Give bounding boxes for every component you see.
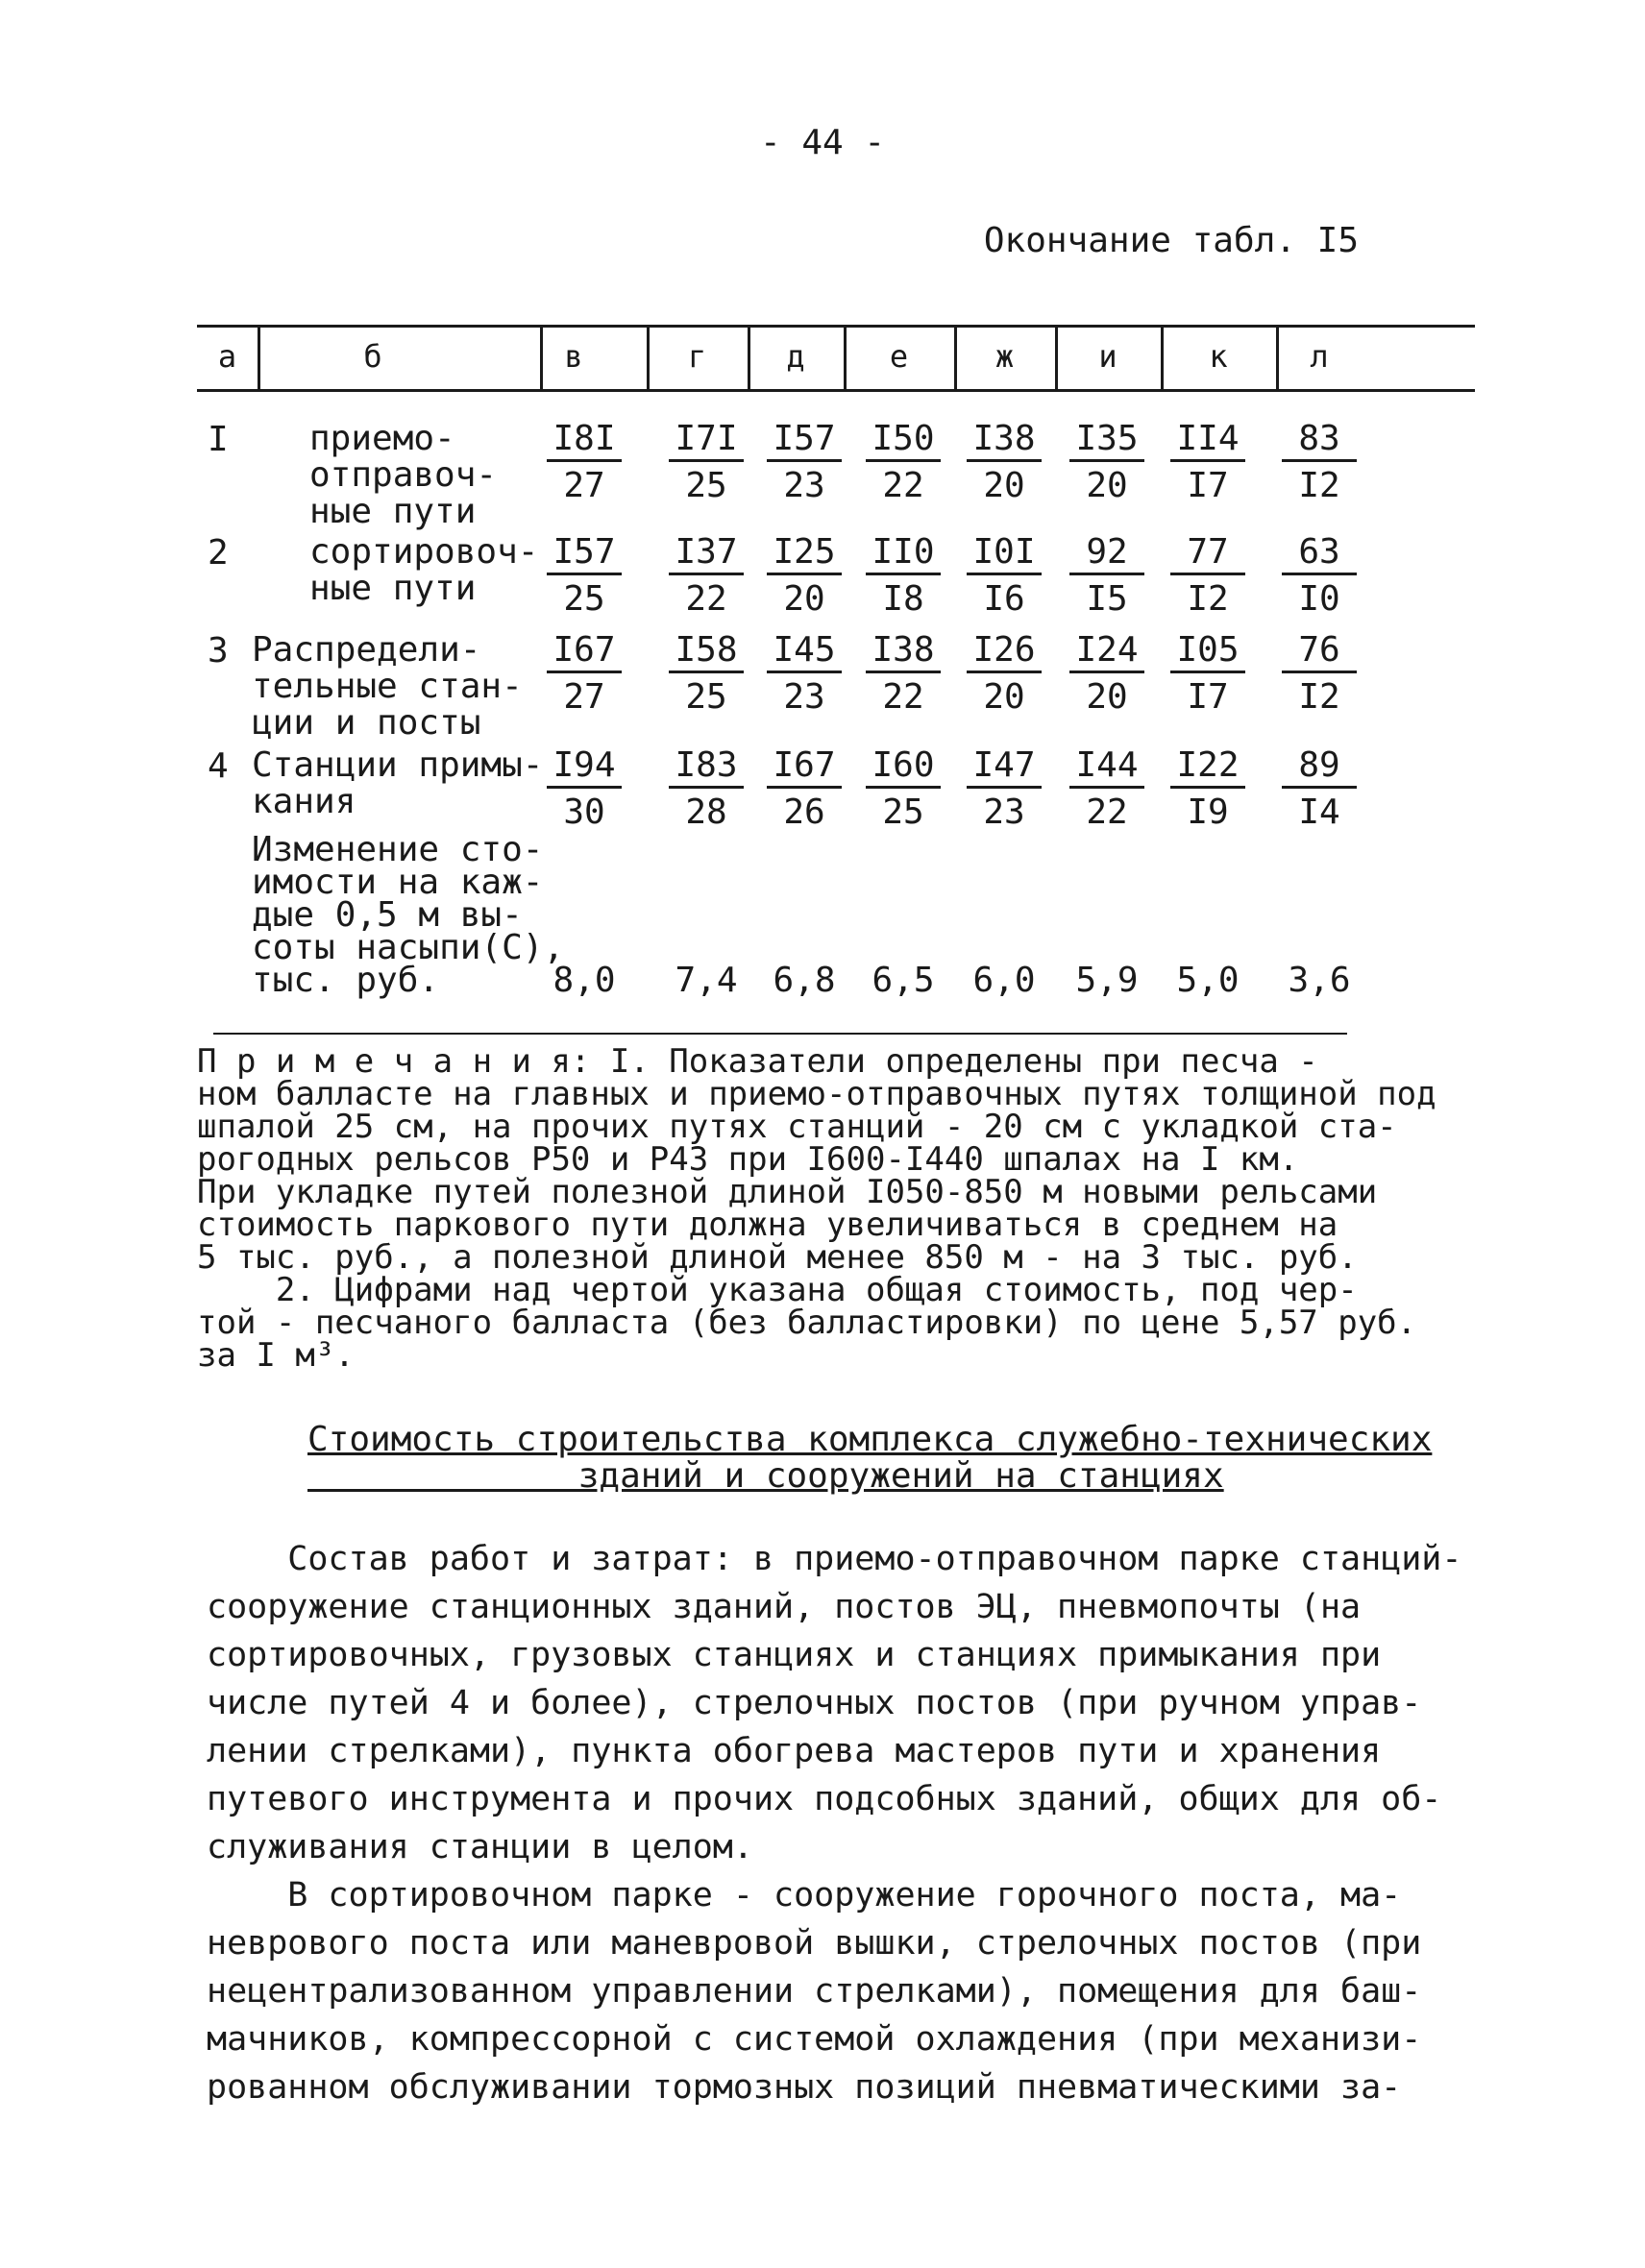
change-value-g: 7,4 (675, 961, 738, 1000)
ballast-cost: I2 (1298, 466, 1340, 505)
total-cost: 83 (1282, 419, 1357, 462)
total-cost: I26 (967, 630, 1042, 673)
total-cost: I7I (669, 419, 744, 462)
total-cost: II0 (866, 532, 941, 575)
total-cost: 89 (1282, 745, 1357, 789)
row-4-value-g (663, 745, 749, 837)
section-body: Состав работ и затрат: в приемо-отправочном парке станций- сооружение станционных зданий, постов ЭЦ, пневмопочты (на сортировочных, грузовых станциях и станциях примыкания при числе путей 4 и более), стрелочных постов (при ручном управ- лении стрелками), пункта обогрева мастеров пути и хранения путевого инструмента и прочих подсобных зданий, общих для об- служивания станции в целом. В сортировочном парке - сооружение горочного поста, ма- неврового поста или маневровой вышки, стрелочных постов (при нецентрализованном управлении стрелками), помещения для баш- мачников, компрессорной с системой охлаждения (при механизи- рованном обслуживании тормозных позиций пневматическими за- (207, 1540, 1462, 2107)
row-3-value-e (860, 630, 946, 721)
header-g: г (687, 338, 707, 375)
ballast-cost: 23 (783, 466, 825, 505)
header-zh: ж (994, 338, 1015, 375)
table-header-rule (197, 389, 1475, 392)
row-1-index: I (208, 420, 229, 459)
row-3-value-v (541, 630, 627, 721)
total-cost: 77 (1170, 532, 1245, 575)
total-cost: I45 (767, 630, 842, 673)
ballast-cost: 20 (783, 579, 825, 619)
row-2-value-d (761, 532, 847, 623)
total-cost: 92 (1069, 532, 1144, 575)
total-cost: I58 (669, 630, 744, 673)
change-value-i: 5,9 (1075, 961, 1139, 1000)
row-1-value-v (541, 419, 627, 510)
row-2-value-g (663, 532, 749, 623)
total-cost: I60 (866, 745, 941, 789)
ballast-cost: I4 (1298, 793, 1340, 832)
total-cost: I50 (866, 419, 941, 462)
ballast-cost: 23 (783, 677, 825, 717)
row-3-value-d (761, 630, 847, 721)
header-d: д (786, 338, 805, 375)
total-cost: I38 (967, 419, 1042, 462)
header-k: к (1209, 338, 1228, 375)
row-1-value-g (663, 419, 749, 510)
row-1-value-k (1165, 419, 1251, 510)
row-4-value-k (1165, 745, 1251, 837)
table-caption: Окончание табл. I5 (983, 221, 1359, 260)
table-notes: П р и м е ч а н и я: I. Показатели определены при песча - ном балласте на главных и приемо-отправочных путях толщиной под шпалой 25 см, на прочих путях станций - 20 см с укладкой ста- рогодных рельсов Р50 и Р43 при I600-I440 шпалах на I км. При укладке путей полезной длиной I050-850 м новыми рельсами стоимость паркового пути должна увеличиваться в среднем на 5 тыс. руб., а полезной длиной менее 850 м - на 3 тыс. руб. 2. Цифрами над чертой указана общая стоимость, под чер- той - песчаного балласта (без балластировки) по цене 5,57 руб. за I м³. (197, 1042, 1436, 1375)
ballast-cost: I6 (983, 579, 1025, 619)
header-v: в (564, 338, 583, 375)
change-value-d: 6,8 (773, 961, 836, 1000)
row-2-value-v (541, 532, 627, 623)
ballast-cost: 25 (563, 579, 605, 619)
row-4-value-i (1064, 745, 1150, 837)
row-4-value-v (541, 745, 627, 837)
row-3-value-zh (961, 630, 1047, 721)
row-3-label: Распредели- тельные стан- ции и посты (252, 630, 523, 743)
row-4-value-e (860, 745, 946, 837)
ballast-cost: I9 (1187, 793, 1229, 832)
row-1-value-zh (961, 419, 1047, 510)
row-4-label: Станции примы- кания (252, 745, 544, 821)
ballast-cost: 23 (983, 793, 1025, 832)
row-2-value-i (1064, 532, 1150, 623)
total-cost: I24 (1069, 630, 1144, 673)
row-1-label: приемо- отправоч- ные пути (309, 419, 498, 531)
ballast-cost: 26 (783, 793, 825, 832)
row-2-value-k (1165, 532, 1251, 623)
total-cost: I57 (767, 419, 842, 462)
total-cost: I25 (767, 532, 842, 575)
change-row-label: Изменение сто- имости на каж- дые 0,5 м вы- соты насыпи(С), тыс. руб. (252, 830, 565, 1000)
total-cost: II4 (1170, 419, 1245, 462)
row-3-value-i (1064, 630, 1150, 721)
total-cost: I47 (967, 745, 1042, 789)
row-4-index: 4 (208, 746, 229, 786)
change-value-zh: 6,0 (972, 961, 1036, 1000)
total-cost: I05 (1170, 630, 1245, 673)
row-1-value-i (1064, 419, 1150, 510)
change-value-v: 8,0 (552, 961, 616, 1000)
ballast-cost: 25 (882, 793, 924, 832)
total-cost: I94 (547, 745, 622, 789)
total-cost: I38 (866, 630, 941, 673)
row-3-value-g (663, 630, 749, 721)
page-number: - 44 - (759, 123, 886, 162)
total-cost: I0I (967, 532, 1042, 575)
ballast-cost: 27 (563, 466, 605, 505)
row-3-value-k (1165, 630, 1251, 721)
ballast-cost: I0 (1298, 579, 1340, 619)
ballast-cost: I2 (1298, 677, 1340, 717)
ballast-cost: 22 (685, 579, 727, 619)
row-1-value-d (761, 419, 847, 510)
total-cost: I35 (1069, 419, 1144, 462)
ballast-cost: I8 (882, 579, 924, 619)
total-cost: I44 (1069, 745, 1144, 789)
row-2-value-zh (961, 532, 1047, 623)
table-top-rule (197, 325, 1475, 328)
ballast-cost: 22 (882, 677, 924, 717)
ballast-cost: 20 (983, 466, 1025, 505)
row-2-index: 2 (208, 533, 229, 573)
total-cost: I57 (547, 532, 622, 575)
ballast-cost: I2 (1187, 579, 1229, 619)
total-cost: 76 (1282, 630, 1357, 673)
row-3-value-l (1276, 630, 1363, 721)
ballast-cost: 27 (563, 677, 605, 717)
row-2-value-l (1276, 532, 1363, 623)
ballast-cost: 20 (1086, 677, 1128, 717)
ballast-cost: 28 (685, 793, 727, 832)
total-cost: I37 (669, 532, 744, 575)
row-1-value-l (1276, 419, 1363, 510)
ballast-cost: I5 (1086, 579, 1128, 619)
header-l: л (1310, 338, 1329, 375)
notes-separator (213, 1033, 1347, 1035)
ballast-cost: I7 (1187, 466, 1229, 505)
row-1-value-e (860, 419, 946, 510)
header-e: е (889, 338, 909, 375)
header-b: б (363, 338, 382, 375)
row-4-value-d (761, 745, 847, 837)
change-value-e: 6,5 (872, 961, 935, 1000)
header-a: а (217, 338, 237, 375)
ballast-cost: 25 (685, 466, 727, 505)
change-value-l: 3,6 (1288, 961, 1351, 1000)
total-cost: 63 (1282, 532, 1357, 575)
total-cost: I67 (547, 630, 622, 673)
total-cost: I83 (669, 745, 744, 789)
section-heading: Стоимость строительства комплекса служебно-технических зданий и сооружений на станциях (307, 1420, 1433, 1496)
row-4-value-zh (961, 745, 1047, 837)
header-i: и (1098, 338, 1117, 375)
total-cost: I8I (547, 419, 622, 462)
ballast-cost: 20 (983, 677, 1025, 717)
change-value-k: 5,0 (1176, 961, 1240, 1000)
ballast-cost: 22 (1086, 793, 1128, 832)
row-2-label: сортировоч- ные пути (309, 532, 539, 608)
total-cost: I22 (1170, 745, 1245, 789)
row-2-value-e (860, 532, 946, 623)
ballast-cost: 22 (882, 466, 924, 505)
ballast-cost: 30 (563, 793, 605, 832)
row-3-index: 3 (208, 631, 229, 671)
total-cost: I67 (767, 745, 842, 789)
ballast-cost: I7 (1187, 677, 1229, 717)
ballast-cost: 20 (1086, 466, 1128, 505)
ballast-cost: 25 (685, 677, 727, 717)
row-4-value-l (1276, 745, 1363, 837)
